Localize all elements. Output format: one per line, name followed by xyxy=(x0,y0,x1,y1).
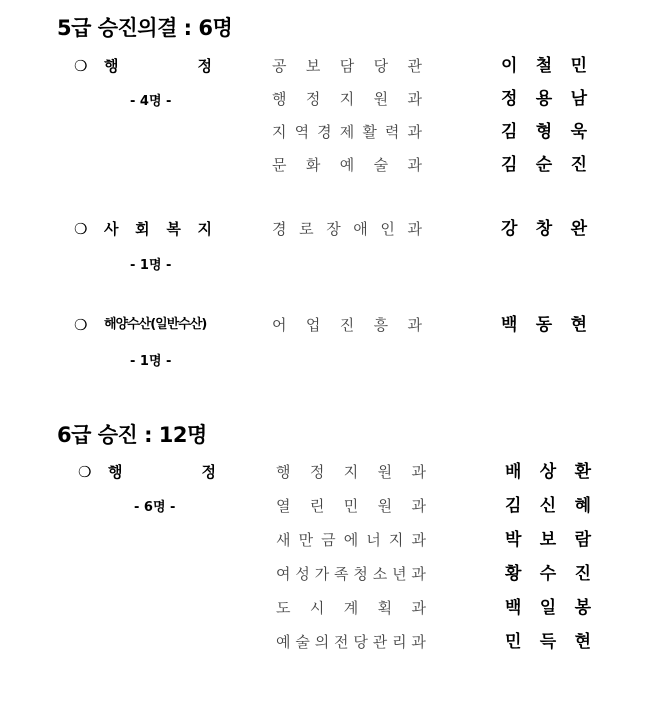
department: 행 정 지 원 과 xyxy=(276,463,426,481)
person-name: 황 수 진 xyxy=(505,564,591,584)
bullet-circle-icon: ❍ xyxy=(74,220,88,238)
person-name: 백 동 현 xyxy=(501,315,587,335)
person-name: 이 철 민 xyxy=(501,56,587,76)
category-label: 해양수산(일반수산) xyxy=(104,317,207,332)
department: 열 린 민 원 과 xyxy=(276,497,426,515)
department: 문 화 예 술 과 xyxy=(272,156,422,174)
bullet-circle-icon: ❍ xyxy=(74,57,88,75)
department: 새 만 금 에 너 지 과 xyxy=(276,531,426,549)
person-name: 김 신 혜 xyxy=(505,496,591,516)
category-count: - 6명 - xyxy=(134,500,176,515)
person-name: 박 보 람 xyxy=(505,530,591,550)
person-name: 백 일 봉 xyxy=(505,598,591,618)
department: 도 시 계 획 과 xyxy=(276,599,426,617)
department: 행 정 지 원 과 xyxy=(272,90,422,108)
department: 여 성 가 족 청 소 년 과 xyxy=(276,565,426,583)
bullet-circle-icon: ❍ xyxy=(78,463,92,481)
person-name: 김 형 욱 xyxy=(501,122,587,142)
category-count: - 1명 - xyxy=(130,354,172,369)
category-count: - 4명 - xyxy=(130,94,172,109)
section-heading-grade5: 5급 승진의결 : 6명 xyxy=(57,16,233,40)
category-count: - 1명 - xyxy=(130,258,172,273)
person-name: 민 득 현 xyxy=(505,632,591,652)
department: 어 업 진 흥 과 xyxy=(272,316,422,334)
person-name: 배 상 환 xyxy=(505,462,591,482)
department: 지 역 경 제 활 력 과 xyxy=(272,123,422,141)
person-name: 김 순 진 xyxy=(501,155,587,175)
person-name: 강 창 완 xyxy=(501,219,587,239)
department: 경 로 장 애 인 과 xyxy=(272,220,422,238)
category-label: 행 정 xyxy=(104,57,212,75)
category-label: 사 회 복 지 xyxy=(104,220,212,238)
category-label: 행 정 xyxy=(108,463,216,481)
department: 공 보 담 당 관 xyxy=(272,57,422,75)
section-heading-grade6: 6급 승진 : 12명 xyxy=(57,423,207,447)
person-name: 정 용 남 xyxy=(501,89,587,109)
department: 예 술 의 전 당 관 리 과 xyxy=(276,633,426,651)
bullet-circle-icon: ❍ xyxy=(74,316,88,334)
